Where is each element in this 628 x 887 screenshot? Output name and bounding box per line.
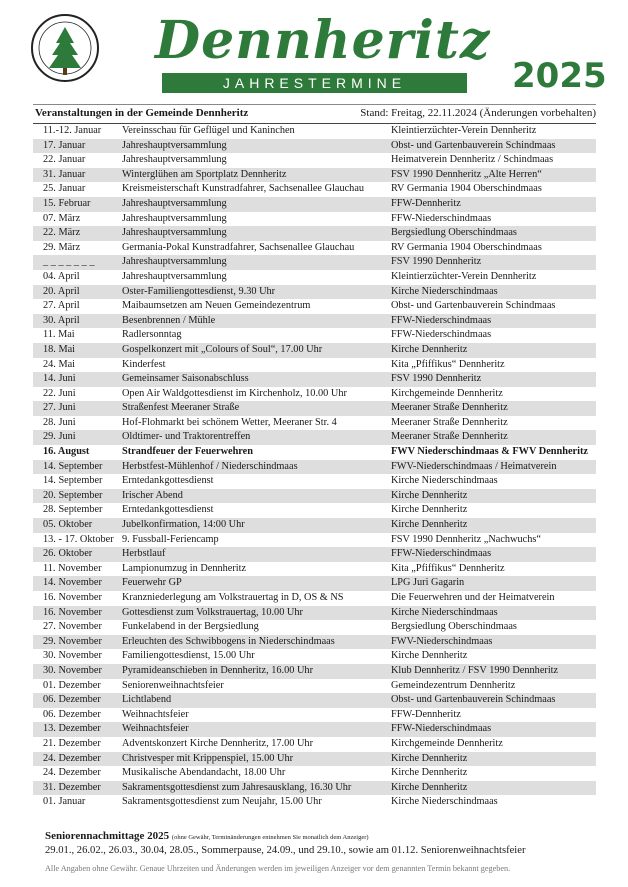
event-title: Sakramentsgottesdienst zum Jahresausklang, 16.30 Uhr	[122, 781, 352, 793]
event-organizer: FFW-Niederschindmaas	[391, 329, 492, 341]
table-row	[33, 679, 596, 694]
event-date: 16. November	[43, 606, 102, 618]
event-title: Herbstlauf	[122, 548, 166, 560]
table-row	[33, 606, 596, 621]
table-row	[33, 591, 596, 606]
event-title: Kranzniederlegung am Volkstrauertag in D, OS & NS	[122, 592, 344, 603]
event-title: Kinderfest	[122, 358, 166, 370]
event-date: 06. Dezember	[43, 694, 101, 706]
event-date: 20. September	[43, 489, 103, 501]
table-row	[33, 766, 596, 781]
event-title: Jahreshauptversammlung	[122, 212, 227, 224]
event-organizer: Obst- und Gartenbauverein Schindmaas	[391, 139, 556, 151]
event-title: Jahreshauptversammlung	[122, 154, 227, 166]
event-date: 20. April	[43, 285, 80, 297]
header	[0, 0, 628, 108]
event-date: 30. November	[43, 664, 102, 676]
table-row	[33, 533, 596, 548]
event-title: Open Air Waldgottesdienst im Kirchenholz, 10.00 Uhr	[122, 387, 347, 399]
event-date: 24. Dezember	[43, 752, 101, 764]
event-title: Radlersonntag	[122, 329, 182, 341]
table-row	[33, 372, 596, 387]
table-row	[33, 168, 596, 183]
senior-title: Seniorennachmittage 2025	[45, 830, 170, 842]
event-title: Weihnachtsfeier	[122, 708, 189, 720]
event-date: 21. Dezember	[43, 737, 101, 749]
event-organizer: FFW-Niederschindmaas	[391, 314, 492, 326]
event-title: Besenbrennen / Mühle	[122, 314, 216, 326]
page-title: Dennheritz	[155, 10, 491, 71]
table-row	[33, 124, 596, 139]
table-row	[33, 664, 596, 679]
table-row	[33, 795, 596, 810]
event-title: Jahreshauptversammlung	[122, 270, 227, 282]
event-date: 22. März	[43, 227, 81, 239]
event-date: 13. - 17. Oktober	[43, 533, 114, 545]
event-title: Weihnachtsfeier	[122, 723, 189, 735]
event-organizer: FWV-Niederschindmaas / Heimatverein	[391, 460, 557, 472]
table-row	[33, 387, 596, 402]
event-title: Jahreshauptversammlung	[122, 256, 227, 268]
event-date: 01. Januar	[43, 796, 86, 808]
event-date: 24. Dezember	[43, 767, 101, 779]
event-date: 29. März	[43, 241, 81, 253]
event-title: Jahreshauptversammlung	[122, 227, 227, 239]
event-date: 28. September	[43, 504, 103, 516]
table-row	[33, 752, 596, 767]
event-organizer: Kleintierzüchter-Verein Dennheritz	[391, 270, 537, 282]
event-organizer: Kirche Niederschindmaas	[391, 475, 498, 487]
event-organizer: Kirche Dennheritz	[391, 650, 468, 662]
event-date: 15. Februar	[43, 197, 91, 209]
event-title: Erleuchten des Schwibbogens in Niederschindmaas	[122, 635, 335, 647]
table-row	[33, 693, 596, 708]
table-row	[33, 314, 596, 329]
event-title: Lampionumzug in Dennheritz	[122, 562, 247, 574]
event-title: Erntedankgottesdienst	[122, 504, 214, 516]
table-row	[33, 328, 596, 343]
table-row	[33, 737, 596, 752]
event-date: 24. Mai	[43, 358, 76, 370]
event-title: Winterglühen am Sportplatz Dennheritz	[122, 168, 287, 180]
event-date: 27. November	[43, 621, 102, 633]
event-title: Seniorenweihnachtsfeier	[122, 679, 224, 691]
event-date: 31. Dezember	[43, 781, 101, 793]
event-organizer: Kirche Dennheritz	[391, 343, 468, 355]
event-date: 06. Dezember	[43, 708, 101, 720]
event-organizer: FSV 1990 Dennheritz „Nachwuchs“	[391, 533, 541, 545]
event-date: _ _ _ _ _ _ _	[43, 256, 95, 268]
event-organizer: Kirchgemeinde Dennheritz	[391, 737, 503, 749]
table-row	[33, 503, 596, 518]
senior-note: (ohne Gewähr, Terminänderungen entnehmen Sie monatlich dem Anzeiger)	[171, 834, 369, 841]
event-date: 25. Januar	[43, 183, 86, 195]
event-title: Jahreshauptversammlung	[122, 197, 227, 209]
event-title: Gospelkonzert mit „Colours of Soul“, 17.00 Uhr	[122, 343, 323, 355]
event-organizer: Meeraner Straße Dennheritz	[391, 402, 508, 414]
event-organizer: Bergsiedlung Oberschindmaas	[391, 227, 517, 239]
municipal-seal-icon	[30, 13, 100, 83]
event-date: 18. Mai	[43, 343, 76, 355]
event-date: 17. Januar	[43, 139, 86, 151]
event-date: 11.-12. Januar	[43, 125, 102, 136]
event-date: 16. November	[43, 592, 102, 603]
table-row	[33, 518, 596, 533]
event-organizer: Gemeindezentrum Dennheritz	[391, 679, 516, 691]
table-row	[33, 649, 596, 664]
event-organizer: FWV Niederschindmaas & FWV Dennheritz	[391, 446, 588, 458]
event-organizer: Heimatverein Dennheritz / Schindmaas	[391, 154, 554, 166]
event-title: Kreismeisterschaft Kunstradfahrer, Sachsenallee Glauchau	[122, 183, 365, 195]
event-date: 11. November	[43, 562, 102, 574]
table-row	[33, 430, 596, 445]
event-title: Herbstfest-Mühlenhof / Niederschindmaas	[122, 460, 298, 472]
event-organizer: Die Feuerwehren und der Heimatverein	[391, 592, 555, 603]
event-date: 14. September	[43, 475, 103, 487]
event-title: Jahreshauptversammlung	[122, 139, 227, 151]
table-row	[33, 416, 596, 431]
event-organizer: Kirche Niederschindmaas	[391, 796, 498, 808]
event-organizer: Kirche Dennheritz	[391, 519, 468, 531]
table-row	[33, 255, 596, 270]
event-title: Gemeinsamer Saisonabschluss	[122, 373, 249, 385]
table-row	[33, 299, 596, 314]
event-organizer: RV Germania 1904 Oberschindmaas	[391, 183, 542, 195]
table-row	[33, 153, 596, 168]
table-row	[33, 285, 596, 300]
event-organizer: Kirche Dennheritz	[391, 767, 468, 779]
event-organizer: FFW-Niederschindmaas	[391, 723, 492, 735]
event-organizer: Kita „Pfiffikus“ Dennheritz	[391, 358, 505, 370]
event-title: Oster-Familiengottesdienst, 9.30 Uhr	[122, 285, 276, 297]
table-row	[33, 576, 596, 591]
event-title: Adventskonzert Kirche Dennheritz, 17.00 Uhr	[122, 737, 314, 749]
year-label: 2025	[512, 56, 607, 96]
event-organizer: FFW-Niederschindmaas	[391, 548, 492, 560]
event-title: Funkelabend in der Bergsiedlung	[122, 621, 259, 633]
event-organizer: Klub Dennheritz / FSV 1990 Dennheritz	[391, 664, 559, 676]
event-title: Lichtlabend	[122, 694, 172, 706]
event-title: Straßenfest Meeraner Straße	[122, 402, 240, 414]
table-row	[33, 562, 596, 577]
event-organizer: Kita „Pfiffikus“ Dennheritz	[391, 562, 505, 574]
table-row	[33, 547, 596, 562]
event-title: Feuerwehr GP	[122, 577, 182, 589]
event-organizer: FFW-Niederschindmaas	[391, 212, 492, 224]
event-organizer: Kirchgemeinde Dennheritz	[391, 387, 503, 399]
event-title: Christvesper mit Krippenspiel, 15.00 Uhr	[122, 752, 294, 764]
event-title: Oldtimer- und Traktorentreffen	[122, 431, 251, 443]
table-row	[33, 212, 596, 227]
event-organizer: RV Germania 1904 Oberschindmaas	[391, 241, 542, 253]
table-row	[33, 343, 596, 358]
table-row	[33, 460, 596, 475]
event-organizer: Bergsiedlung Oberschindmaas	[391, 621, 517, 633]
event-organizer: Kirche Niederschindmaas	[391, 285, 498, 297]
title-banner: JAHRESTERMINE	[162, 73, 467, 93]
event-organizer: LPG Juri Gagarin	[391, 577, 465, 589]
table-row	[33, 139, 596, 154]
event-organizer: Kirche Dennheritz	[391, 781, 468, 793]
event-title: Maibaumsetzen am Neuen Gemeindezentrum	[122, 300, 311, 312]
event-organizer: Obst- und Gartenbauverein Schindmaas	[391, 694, 556, 706]
table-row	[33, 620, 596, 635]
subtitle-bar	[33, 104, 596, 124]
event-date: 13. Dezember	[43, 723, 101, 735]
event-organizer: FFW-Dennheritz	[391, 197, 461, 209]
table-row	[33, 241, 596, 256]
event-organizer: Obst- und Gartenbauverein Schindmaas	[391, 300, 556, 312]
table-row	[33, 270, 596, 285]
event-date: 14. November	[43, 577, 102, 589]
table-row	[33, 401, 596, 416]
event-organizer: Meeraner Straße Dennheritz	[391, 431, 508, 443]
status-date: Stand: Freitag, 22.11.2024 (Änderungen vorbehalten)	[360, 107, 596, 119]
event-date: 16. August	[43, 446, 90, 458]
table-row	[33, 474, 596, 489]
event-title: Irischer Abend	[122, 489, 183, 501]
event-date: 04. April	[43, 270, 80, 282]
event-organizer: Kleintierzüchter-Verein Dennheritz	[391, 125, 537, 136]
event-date: 14. September	[43, 460, 103, 472]
event-title: Hof-Flohmarkt bei schönem Wetter, Meeraner Str. 4	[122, 416, 337, 428]
event-date: 22. Januar	[43, 154, 86, 166]
event-date: 14. Juni	[43, 373, 76, 385]
event-title: Pyramideanschieben in Dennheritz, 16.00 Uhr	[122, 664, 314, 676]
event-title: Gottesdienst zum Volkstrauertag, 10.00 Uhr	[122, 606, 303, 618]
event-organizer: Kirche Dennheritz	[391, 752, 468, 764]
event-date: 27. April	[43, 300, 80, 312]
event-title: Germania-Pokal Kunstradfahrer, Sachsenallee Glauchau	[122, 241, 355, 253]
event-date: 26. Oktober	[43, 548, 93, 560]
event-title: Musikalische Abendandacht, 18.00 Uhr	[122, 767, 286, 779]
event-organizer: FWV-Niederschindmaas	[391, 635, 493, 647]
table-row	[33, 708, 596, 723]
event-organizer: FSV 1990 Dennheritz „Alte Herren“	[391, 168, 542, 180]
event-date: 30. November	[43, 650, 102, 662]
event-organizer: Kirche Dennheritz	[391, 504, 468, 516]
table-row	[33, 197, 596, 212]
event-date: 30. April	[43, 314, 80, 326]
table-row	[33, 635, 596, 650]
table-row	[33, 358, 596, 373]
table-row	[33, 722, 596, 737]
event-date: 31. Januar	[43, 168, 86, 180]
event-date: 01. Dezember	[43, 679, 101, 691]
event-title: Strandfeuer der Feuerwehren	[122, 446, 253, 458]
table-row	[33, 182, 596, 197]
event-organizer: Kirche Niederschindmaas	[391, 606, 498, 618]
event-title: Familiengottesdienst, 15.00 Uhr	[122, 650, 255, 662]
senior-heading	[45, 830, 369, 842]
senior-dates: 29.01., 26.02., 26.03., 30.04, 28.05., Sommerpause, 24.09., und 29.10., sowie am 01.12. Seniorenweihnachtsfeier	[45, 845, 526, 856]
event-date: 28. Juni	[43, 416, 76, 428]
event-date: 29. Juni	[43, 431, 76, 443]
event-organizer: FSV 1990 Dennheritz	[391, 256, 482, 268]
table-row	[33, 781, 596, 796]
event-title: Erntedankgottesdienst	[122, 475, 214, 487]
event-title: Jubelkonfirmation, 14:00 Uhr	[122, 519, 245, 531]
event-organizer: Meeraner Straße Dennheritz	[391, 416, 508, 428]
event-date: 27. Juni	[43, 402, 76, 414]
event-date: 05. Oktober	[43, 519, 93, 531]
disclaimer: Alle Angaben ohne Gewähr. Genaue Uhrzeiten und Änderungen werden im jeweiligen Anzeiger vor dem genannten Termin bekannt gegeben.	[45, 864, 511, 873]
table-row	[33, 489, 596, 504]
section-heading: Veranstaltungen in der Gemeinde Dennheritz	[35, 107, 249, 119]
events-table	[33, 124, 596, 810]
event-title: Vereinsschau für Geflügel und Kaninchen	[122, 125, 295, 136]
event-date: 22. Juni	[43, 387, 76, 399]
event-organizer: FSV 1990 Dennheritz	[391, 373, 482, 385]
event-date: 11. Mai	[43, 329, 75, 341]
event-date: 07. März	[43, 212, 81, 224]
event-organizer: FFW-Dennheritz	[391, 708, 461, 720]
event-title: Sakramentsgottesdienst zum Neujahr, 15.00 Uhr	[122, 796, 322, 808]
event-organizer: Kirche Dennheritz	[391, 489, 468, 501]
table-row	[33, 445, 596, 460]
event-title: 9. Fussball-Feriencamp	[122, 533, 219, 545]
table-row	[33, 226, 596, 241]
event-date: 29. November	[43, 635, 102, 647]
